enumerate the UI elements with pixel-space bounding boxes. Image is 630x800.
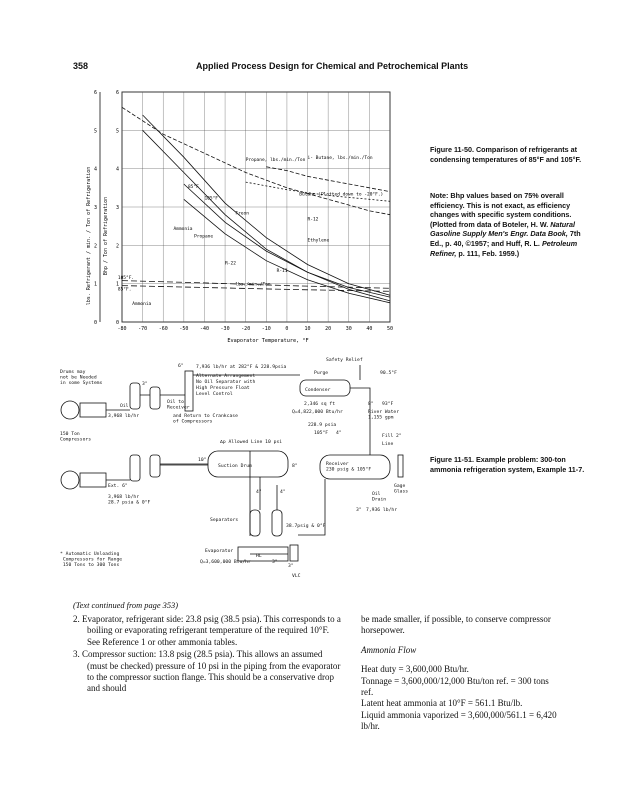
gage-glass [398, 455, 403, 477]
chart-annotation: R-22 [225, 261, 236, 267]
lbl-temp-out: 93°F [382, 402, 394, 407]
calc-line-2: Tonnage = 3,600,000/12,000 Btu/ton ref. = 300 tons ref. [361, 675, 549, 698]
lbl-two-in: 2" [396, 434, 402, 439]
lbl-hl: HL [256, 554, 262, 559]
lbl-three-b: 3" [272, 560, 278, 565]
x-tick-label: 20 [325, 326, 332, 332]
x-tick-label: 0 [285, 326, 289, 332]
y-inner-tick-label: 4 [115, 166, 119, 173]
lbl-ten-in: 10" [198, 458, 207, 463]
x-tick-label: -50 [179, 326, 189, 332]
separator-1 [250, 510, 260, 536]
chart-annotation: Ethylene [307, 238, 330, 244]
y-inner-tick-label: 1 [115, 281, 119, 288]
x-tick-label: -80 [117, 326, 127, 332]
chart-annotation: R-12 [307, 217, 319, 223]
note-journal: Petroleum Refiner, [430, 238, 578, 258]
y-outer-tick-label: 3 [93, 205, 97, 211]
note-source: Natural Gasoline Supply Men's Engr. Data Book, [430, 219, 575, 239]
x-tick-label: 10 [304, 326, 311, 332]
lbl-150ton: 150 Ton Compressors [60, 432, 92, 443]
calc-line-4: Liquid ammonia vaporized = 3,600,000/561.1 = 6,420 lb/hr. [361, 709, 557, 732]
compressor-1 [61, 401, 79, 419]
y-inner-tick-label: 6 [115, 90, 119, 96]
lbl-three-d: 3" [356, 508, 362, 513]
chart-annotation: R-11 [276, 269, 288, 275]
lbl-ext6: Ext. 6" [108, 484, 128, 489]
lbl-line: Line [382, 442, 394, 447]
lbl-condenser: Condenser [305, 388, 331, 393]
note-text: Bhp values based on 75% overall efficiency. This is not exact, as efficiency changes with specific system conditions. (Plotted from data of Boteler, H. W. [430, 191, 572, 229]
lbl-eight-in: 8" [292, 464, 298, 469]
lbl-three-c: 3" [288, 564, 294, 569]
ammonia-flow-heading: Ammonia Flow [361, 644, 417, 655]
lbl-separators: Separators [210, 518, 239, 523]
chart-annotation: i- Butane, lbs./min./Ton [307, 156, 373, 162]
chart-annotation: Ammonia [132, 301, 152, 307]
calc-line-3: Latent heat ammonia at 10°F = 561.1 Btu/lb. [361, 698, 523, 709]
lbl-vlc: VLC [292, 574, 301, 579]
figure-11-51-diagram [60, 355, 420, 585]
chart-ylabel-outer: lbs. Refrigerant / min. / Ton of Refrigeration [86, 166, 92, 306]
note-end: p. 111, Feb. 1959.) [458, 248, 520, 258]
lbl-alt3: High Pressure Float [196, 386, 250, 391]
lbl-p387: 38.7psig & 0°F [286, 524, 326, 529]
caption-text: Comparison of refrigerants at condensing temperatures of 85°F and 105°F. [430, 145, 582, 164]
note-label: Note: [430, 191, 449, 200]
lbl-temp-in: 90.5°F [380, 371, 397, 376]
lbl-flow3: 3,968 lb/hr 28.7 psia & 0°F [108, 495, 151, 506]
lbl-eight-b: 8" [368, 402, 374, 407]
y-inner-tick-label: 5 [115, 128, 119, 135]
separator-2 [272, 510, 282, 536]
oil-drum-4 [150, 455, 160, 477]
lbl-fill: Fill [382, 434, 394, 439]
oil-drum-3 [130, 455, 140, 481]
y-inner-tick-label: 3 [115, 205, 119, 211]
chart-annotation: Propane [194, 234, 214, 240]
lbl-area: 2,346 sq ft [304, 402, 336, 407]
lbl-t105: 105°F [314, 431, 329, 436]
x-tick-label: -70 [138, 326, 148, 332]
figure-11-50-caption [430, 145, 585, 164]
right-column [361, 614, 561, 733]
lbl-four3: 4" [336, 431, 342, 436]
lbl-flow2: 3,968 lb/hr [108, 414, 140, 419]
y-outer-tick-label: 1 [93, 281, 97, 288]
x-tick-label: -30 [220, 326, 230, 332]
y-outer-tick-label: 6 [93, 90, 97, 96]
lbl-six-in: 6" [178, 364, 184, 369]
lbl-three-in: 3" [142, 382, 148, 387]
chart-annotation: Ammonia [173, 227, 193, 232]
lbl-p228: 228.9 psia [308, 423, 337, 428]
page-number: 358 [73, 61, 89, 71]
chart-annotation: Butane (Plotted down to -20°F.) [299, 192, 384, 198]
chart-annotation: Propane, lbs./min./Ton [245, 158, 306, 163]
evaporator-tube [290, 545, 298, 561]
x-tick-label: 30 [345, 326, 352, 332]
lbl-suction-drum: Suction Drum [218, 464, 252, 469]
lbl-top-flow: 7,936 lb/hr at 282°F & 228.9psia [196, 365, 287, 370]
lbl-oil: Oil [120, 404, 129, 409]
x-tick-label: -10 [261, 326, 271, 332]
lbl-drums: Drums may not be Needed in some Systems [60, 370, 103, 387]
chart-annotation: 105°F [204, 196, 219, 202]
numbered-item-3: 3. Compressor suction: 13.8 psig (28.5 psia). This allows an assumed (must be checked) pressure of 10 psi in the piping from the evaporator to the compressor suction flange. This should be a conservative drop and should [73, 649, 341, 694]
lbl-receiver: Receiver 230 psig & 105°F [326, 462, 372, 473]
chart-xlabel: Evaporator Temperature, °F [227, 338, 309, 344]
chart-annotation: lbs./min./Ton [235, 282, 271, 288]
lbl-note: * Automatic Unloading Compressors for Range 150 Tons to 300 Tons [60, 552, 123, 569]
x-tick-label: -20 [241, 326, 251, 332]
lbl-river: River Water 1,155 gpm [368, 410, 400, 421]
figure-11-50-chart [80, 86, 400, 348]
continued-note: (Text continued from page 353) [73, 601, 178, 610]
lbl-dp-allowed: Δp Allowed Line 10 psi [220, 440, 283, 445]
chart-ylabel-inner: Bhp / Ton of Refrigeration [103, 196, 109, 276]
lbl-flow-out: 7,936 lb/hr [366, 508, 398, 513]
lbl-four2: 4" [280, 490, 286, 495]
x-tick-label: -40 [199, 326, 209, 332]
lbl-gage: Gage Glass [394, 484, 409, 495]
lbl-relief: Safety Relief [326, 358, 363, 363]
caption-text-2: Example problem: 300-ton ammonia refrigeration system, Example 11-7. [430, 455, 585, 474]
y-inner-tick-label: 2 [115, 243, 119, 250]
caption-label-2: Figure 11-51. [430, 455, 474, 464]
x-tick-label: 50 [386, 326, 394, 332]
lbl-oil-receiver: Oil to Receiver [167, 400, 190, 411]
lbl-evap: Evaporator [205, 549, 234, 554]
oil-drum-2 [150, 387, 160, 409]
running-title: Applied Process Design for Chemical and Petrochemical Plants [196, 61, 469, 71]
y-outer-tick-label: 2 [93, 243, 97, 250]
note-source-rest: 7th Ed., p. 40, ©1957; and Huff, R. L. [430, 229, 581, 248]
figure-11-51-caption [430, 455, 585, 474]
figure-11-50-note [430, 191, 585, 258]
lbl-alt4: Level Control [196, 392, 233, 397]
calc-line-1: Heat duty = 3,600,000 Btu/hr. [361, 664, 469, 675]
lbl-return-cc: and Return to Crankcase of Compressors [173, 414, 238, 425]
y-outer-tick-label: 0 [93, 320, 97, 326]
lbl-alt1: Alternate Arrangement [196, 374, 256, 379]
numbered-item-2: 2. Evaporator, refrigerant side: 23.8 psig (38.5 psia). This corresponds to a boiling or evaporating refrigerant temperature of the required 10°F. See Reference 1 or other ammonia tables. [73, 614, 341, 647]
lbl-four1: 4" [256, 490, 262, 495]
compressor-2-body [80, 473, 106, 487]
lbl-purge: Purge [314, 371, 329, 376]
x-tick-label: -60 [158, 326, 168, 332]
y-inner-tick-label: 0 [115, 320, 119, 326]
oil-drum-1 [130, 383, 140, 409]
compressor-1-body [80, 403, 106, 417]
lbl-alt2: No Oil Separator with [196, 380, 256, 385]
lbl-q-cond: Q=4,822,000 Btu/hr [292, 410, 343, 415]
y-outer-tick-label: 4 [93, 166, 97, 173]
lbl-oil-drain: Oil Drain [372, 492, 387, 503]
y-outer-tick-label: 5 [93, 128, 97, 135]
chart-annotation: Freon [235, 211, 249, 217]
chart-annotation: 85°F [187, 184, 199, 190]
caption-label: Figure 11-50. [430, 145, 474, 154]
chart-annotation: 85°F. [117, 287, 132, 293]
lbl-btu: Q=3,600,000 Btu/hr [200, 560, 251, 565]
x-tick-label: 40 [366, 326, 373, 332]
chart-annotation: 105°F. [117, 276, 135, 282]
right-paragraph: be made smaller, if possible, to conserve compressor horsepower. [361, 614, 551, 636]
compressor-2 [61, 471, 79, 489]
left-column [73, 614, 343, 696]
